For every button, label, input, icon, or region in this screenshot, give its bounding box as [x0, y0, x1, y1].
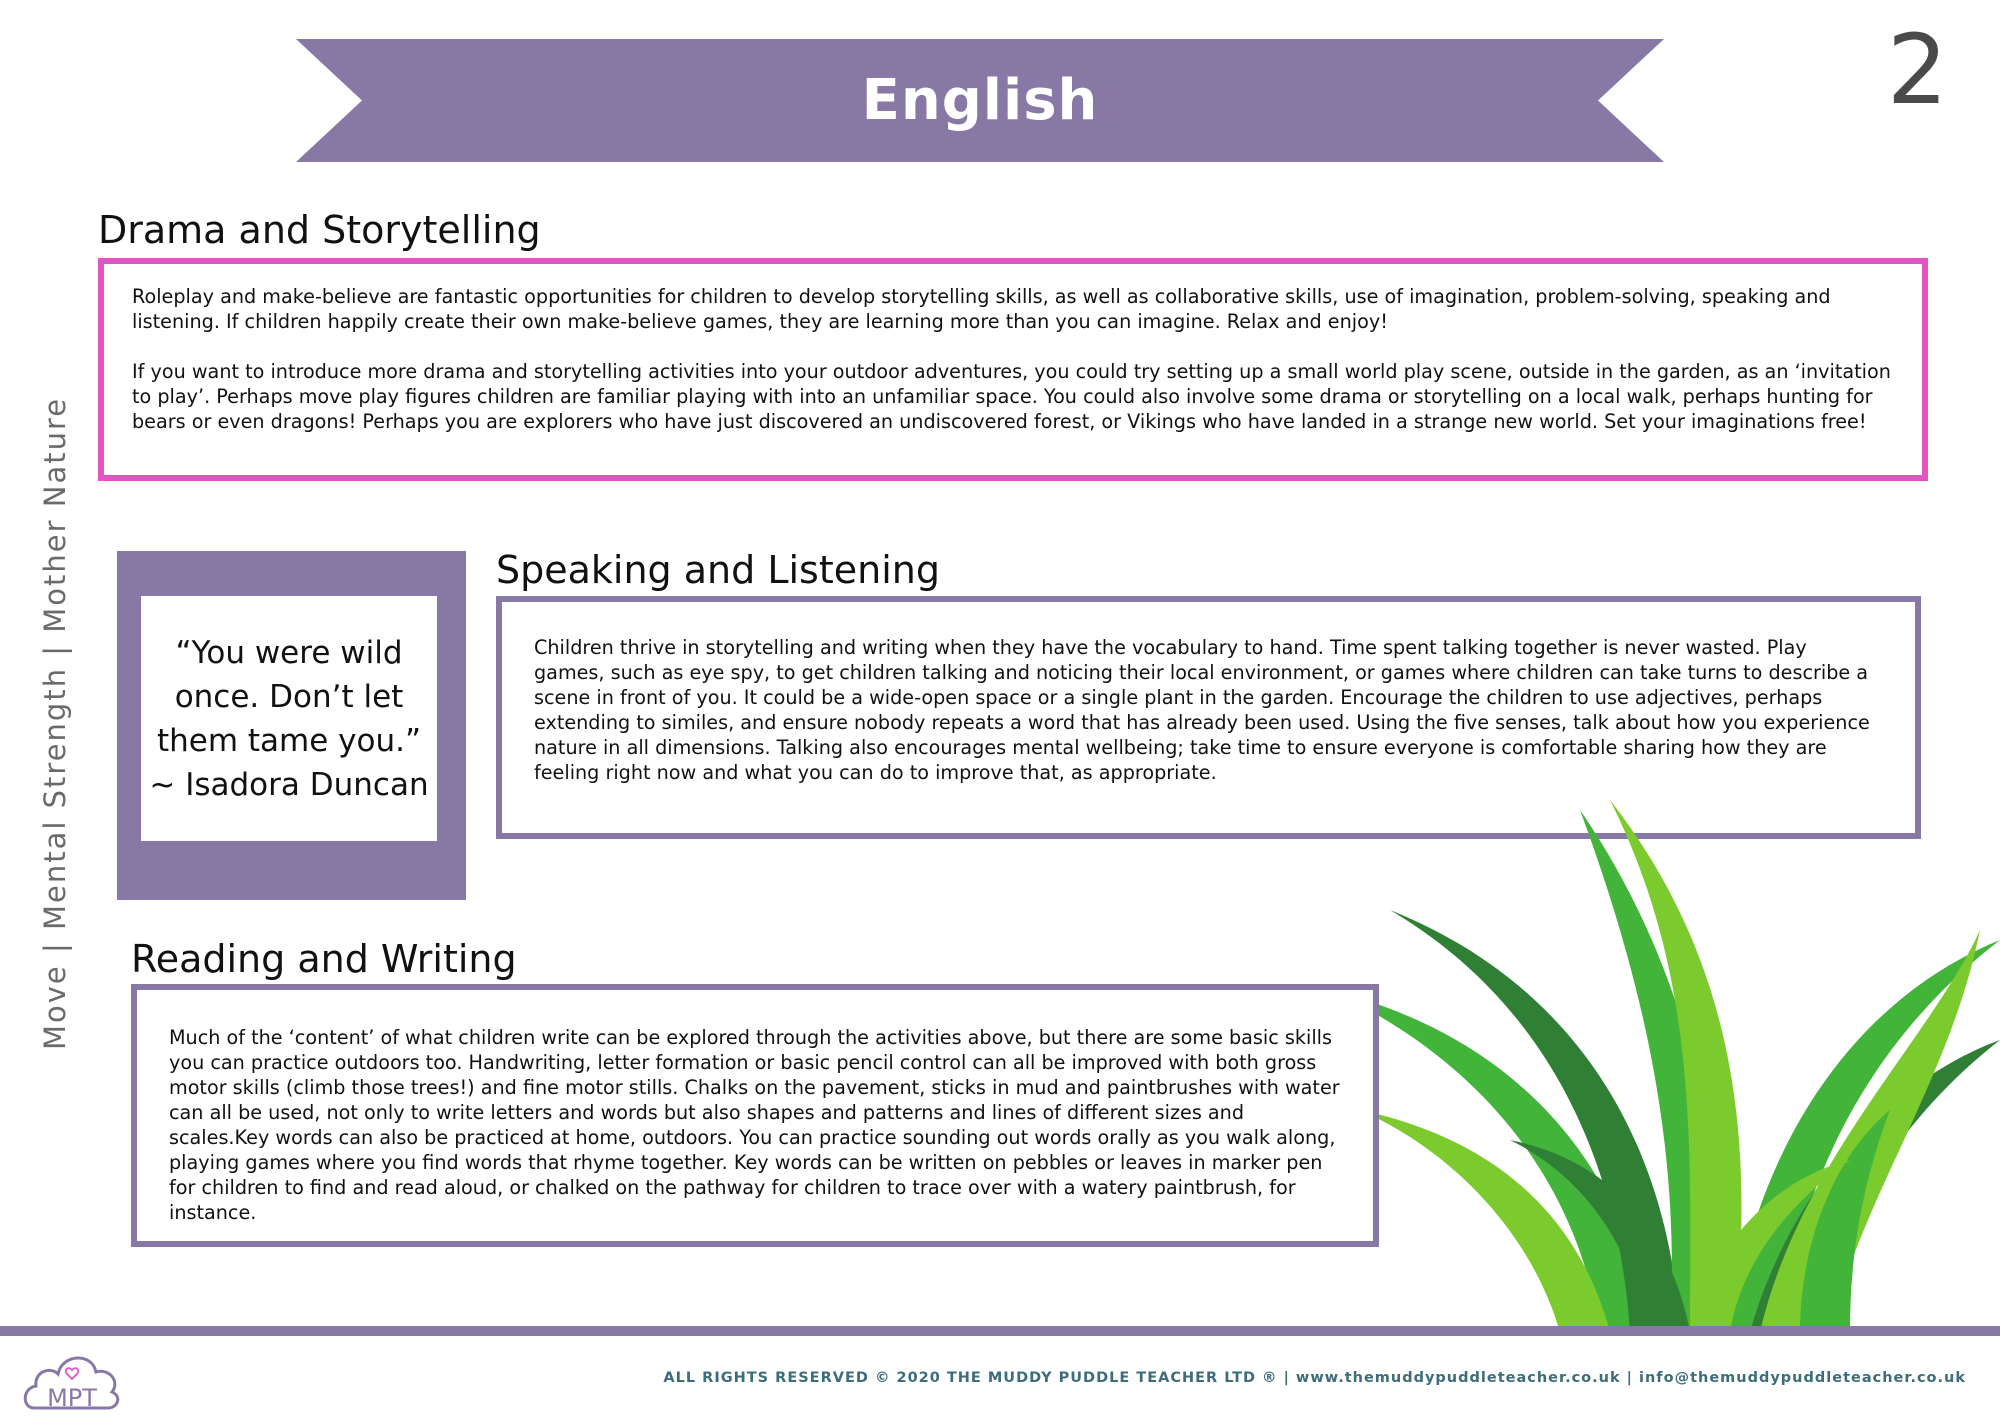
page-number: 2	[1886, 14, 1948, 126]
drama-paragraph-2: If you want to introduce more drama and storytelling activities into your outdoor adventures, you could try setting up a small world play scene, outside in the garden, as an ‘invitation to play’. Perhaps move play figures children are familiar playing with into an unfamiliar space. You could also involve some drama or storytelling on a local walk, perhaps hunting for bears or even dragons! Perhaps you are explorers who have just discovered an undiscovered forest, or Vikings who have landed in a strange new world. Set your imaginations free!	[132, 360, 1891, 433]
grass-illustration-icon	[1330, 780, 2000, 1332]
quote-author: ~ Isadora Duncan	[149, 766, 429, 803]
page-title: English	[861, 68, 1099, 133]
quote-card	[141, 596, 437, 841]
reading-paragraph: Much of the ‘content’ of what children write can be explored through the activities above, but there are some basic skills you can practice outdoors too. Handwriting, letter formation or basic pencil control can all be improved with both gross motor skills (climb those trees!) and fine motor stills. Chalks on the pavement, sticks in mud and paintbrushes with water can all be used, not only to write letters and words but also shapes and patterns and lines of different sizes and scales.Key words can also be practiced at home, outdoors. You can practice sounding out words orally as you walk along, playing games where you find words that rhyme together. Key words can be written on pebbles or leaves in marker pen for children to find and read aloud, or chalked on the pathway for children to trace over with a watery paintbrush, for instance.	[169, 1026, 1340, 1224]
reading-heading: Reading and Writing	[131, 937, 517, 981]
footer-divider	[0, 1326, 2000, 1336]
drama-heading: Drama and Storytelling	[98, 208, 541, 252]
drama-text-box	[98, 258, 1928, 481]
side-tagline: Move | Mental Strength | Mother Nature	[38, 396, 72, 1050]
speaking-heading: Speaking and Listening	[496, 548, 940, 592]
logo-text: MPT	[47, 1384, 97, 1412]
drama-paragraph-1: Roleplay and make-believe are fantastic opportunities for children to develop storytelling skills, as well as collaborative skills, use of imagination, problem-solving, speaking and listening. If children happily create their own make-believe games, they are learning more than you can imagine. Relax and enjoy!	[132, 285, 1831, 333]
quote-text: “You were wild once. Don’t let them tame you.”	[156, 634, 422, 759]
speaking-paragraph: Children thrive in storytelling and writing when they have the vocabulary to hand. Time spent talking together is never wasted. Play games, such as eye spy, to get children talking and noticing their local environment, or games where children can take turns to describe a scene in front of you. It could be a wide-open space or a single plant in the garden. Encourage the children to use adjectives, perhaps extending to similes, and ensure nobody repeats a word that has already been used. Using the five senses, talk about how you experience nature in all dimensions. Talking also encourages mental wellbeing; take time to ensure everyone is comfortable sharing how they are feeling right now and what you can do to improve that, as appropriate.	[534, 636, 1870, 784]
cloud-logo-icon	[20, 1342, 124, 1414]
reading-text-box	[131, 984, 1379, 1247]
footer-copyright: ALL RIGHTS RESERVED © 2020 THE MUDDY PUDDLE TEACHER LTD ® | www.themuddypuddleteacher.co.uk | info@themuddypuddleteacher.co.uk	[663, 1370, 1966, 1386]
